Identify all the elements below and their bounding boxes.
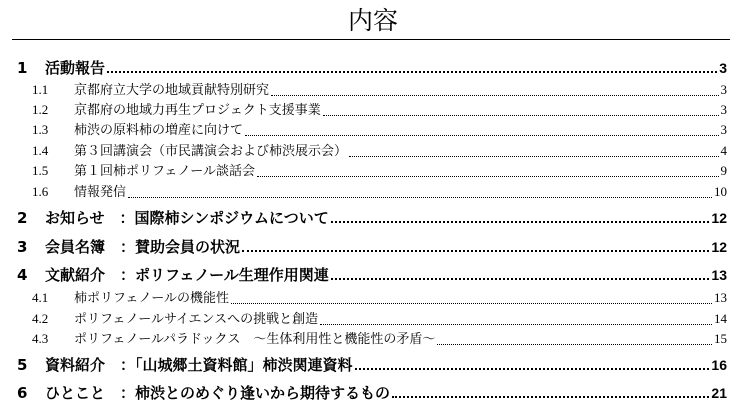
toc-entry-label: 資料紹介 ：「山城郷土資料館」柿渋関連資料 (45, 356, 353, 374)
toc-entry-page: 12 (711, 210, 727, 226)
toc-entry-label: 第３回講演会（市民講演会および柿渋展示会） (74, 144, 348, 159)
page-title: 内容 (347, 6, 398, 35)
toc-entry-number: 1.6 (32, 184, 49, 199)
toc-entry-1-2[interactable] (0, 101, 746, 120)
toc-entry-number: 1 (17, 59, 28, 77)
toc-entry-label: 活動報告 (45, 59, 106, 77)
dot-leader (320, 324, 712, 325)
toc-entry-label: 情報発信 (74, 185, 127, 200)
toc-entry-4-2[interactable] (0, 310, 746, 329)
toc-entry-4-1[interactable] (0, 289, 746, 308)
toc-entry-page: 15 (714, 331, 727, 346)
toc-entry-label: 柿ポリフェノールの機能性 (74, 291, 229, 306)
dot-leader (245, 135, 718, 136)
toc-entry-page: 9 (720, 163, 727, 178)
dot-leader (257, 176, 719, 177)
dot-leader (128, 197, 712, 198)
toc-entry-page: 3 (720, 122, 727, 137)
toc-entry-label: 第１回柿ポリフェノール談話会 (74, 164, 255, 179)
toc-entry-page: 16 (711, 357, 727, 373)
toc-entry-label: 柿渋の原料柿の増産に向けて (74, 123, 244, 138)
toc-entry-1-6[interactable] (0, 183, 746, 202)
toc-entry-page: 21 (711, 385, 727, 401)
toc-entry-number: 5 (17, 356, 28, 374)
toc-entry-4-3[interactable] (0, 330, 746, 349)
toc-entry-page: 12 (711, 239, 727, 255)
dot-leader (231, 303, 712, 304)
toc-entry-1-1[interactable] (0, 81, 746, 100)
toc-entry-page: 10 (714, 184, 727, 199)
dot-leader (355, 368, 710, 370)
toc-entry-6[interactable] (0, 383, 746, 403)
toc-entry-label: お知らせ ：国際柿シンポジウムについて (45, 209, 329, 227)
toc-entry-number: 4.3 (32, 331, 49, 346)
toc-entry-page: 14 (714, 311, 727, 326)
toc-entry-number: 4 (17, 266, 28, 284)
toc-entry-1-5[interactable] (0, 162, 746, 181)
toc-entry-2[interactable] (0, 208, 746, 228)
toc-entry-1[interactable] (0, 58, 746, 78)
dot-leader (271, 95, 718, 96)
toc-entry-number: 1.2 (32, 102, 49, 117)
toc-entry-number: 6 (17, 384, 28, 402)
toc-entry-page: 13 (714, 290, 727, 305)
toc-entry-4[interactable] (0, 265, 746, 285)
dot-leader (331, 278, 710, 280)
toc-entry-label: ポリフェノールサイエンスへの挑戦と創造 (74, 312, 319, 327)
toc-entry-page: 3 (720, 82, 727, 97)
toc-entry-label: ひとこと ：柿渋とのめぐり逢いから期待するもの (45, 384, 391, 402)
toc-entry-3[interactable] (0, 237, 746, 257)
toc-entry-1-3[interactable] (0, 121, 746, 140)
toc-entry-label: 京都府の地域力再生プロジェクト支援事業 (74, 103, 321, 118)
toc-entry-5[interactable] (0, 355, 746, 375)
dot-leader (349, 156, 718, 157)
toc-entry-label: 文献紹介 ：ポリフェノール生理作用関連 (45, 266, 329, 284)
dot-leader (107, 71, 717, 73)
toc-entry-number: 3 (17, 238, 28, 256)
toc-entry-number: 2 (17, 209, 28, 227)
toc-entry-page: 13 (711, 267, 727, 283)
toc-entry-number: 1.3 (32, 122, 49, 137)
toc-entry-label: 京都府立大学の地域貢献特別研究 (74, 83, 270, 98)
toc-entry-1-4[interactable] (0, 142, 746, 161)
toc-entry-page: 3 (720, 102, 727, 117)
toc-entry-label: 会員名簿 ：賛助会員の状況 (45, 238, 241, 256)
toc-entry-number: 1.4 (32, 143, 49, 158)
toc-entry-label: ポリフェノールパラドックス ～生体利用性と機能性の矛盾～ (74, 332, 436, 347)
toc-entry-number: 4.2 (32, 311, 49, 326)
toc-entry-number: 4.1 (32, 290, 49, 305)
toc-entry-page: 3 (719, 60, 727, 76)
dot-leader (331, 221, 710, 223)
toc-entry-number: 1.5 (32, 163, 49, 178)
toc-entry-page: 4 (720, 143, 727, 158)
dot-leader (323, 115, 719, 116)
dot-leader (392, 396, 709, 398)
toc-entry-number: 1.1 (32, 82, 49, 97)
dot-leader (242, 250, 709, 252)
dot-leader (437, 344, 712, 345)
